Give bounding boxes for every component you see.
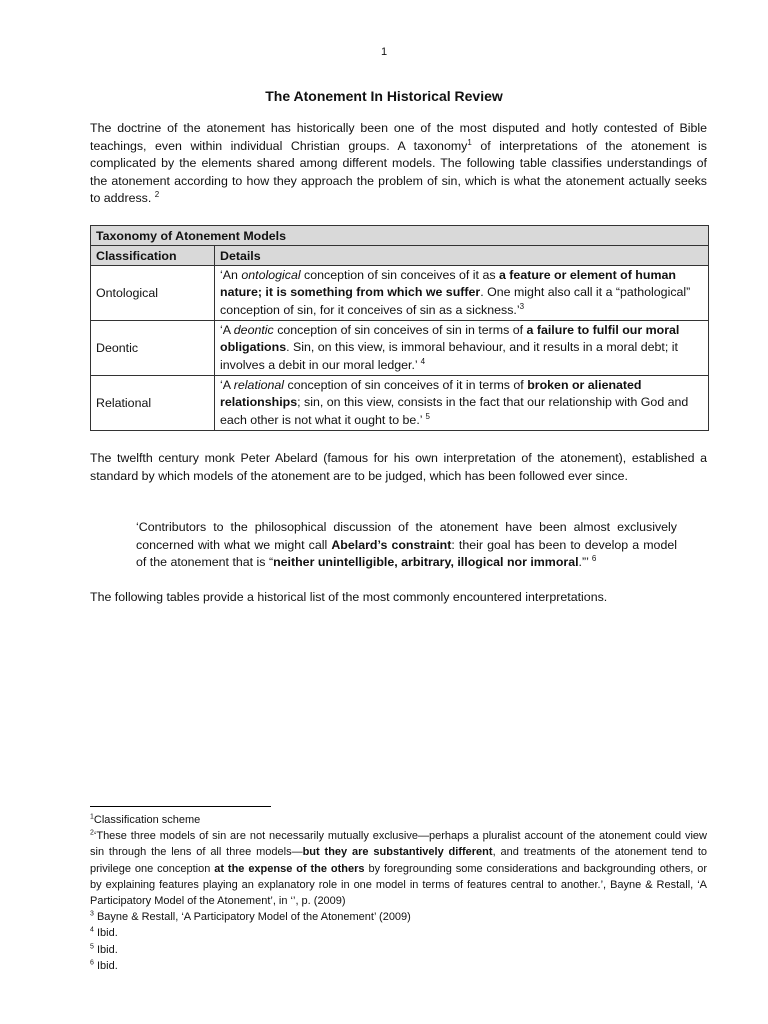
footnote-text: Ibid. bbox=[93, 959, 118, 972]
intro-paragraph bbox=[90, 120, 707, 208]
column-header-details: Details bbox=[215, 246, 709, 266]
intro-text-1: The doctrine of the atonement has historically been one of the most disputed and hotly contested of Bible teachings, even within individual Christian groups. A taxonomy bbox=[90, 121, 707, 153]
table-caption: Taxonomy of Atonement Models bbox=[91, 226, 709, 246]
details-text: conception of sin conceives of it as bbox=[300, 267, 499, 282]
footnote-ref-1[interactable]: 1 bbox=[467, 137, 472, 147]
classification-cell: Deontic bbox=[91, 321, 215, 376]
quote-bold: Abelard’s constraint bbox=[331, 537, 452, 552]
footnote-bold: at the expense of the others bbox=[214, 862, 365, 875]
details-text: conception of sin conceives of it in terms of bbox=[284, 377, 528, 392]
page-number: 1 bbox=[380, 46, 388, 58]
footnote-3 bbox=[90, 909, 707, 925]
details-text: ‘An bbox=[220, 267, 242, 282]
intro-text-2: of interpretations of the atonement is complicated by the elements shared among different models. The following table classifies understandings of the atonement according to how they approach the problem of sin, which is what the atonement actually seeks to address. bbox=[90, 138, 707, 206]
abelard-paragraph: The twelfth century monk Peter Abelard (famous for his own interpretation of the atonement), established a standard by which models of the atonement are to be judged, which has been followed ever since. bbox=[90, 451, 707, 483]
footnote-ref-5[interactable]: 5 bbox=[425, 411, 430, 421]
footnote-separator bbox=[90, 806, 271, 807]
details-cell bbox=[215, 266, 709, 321]
column-header-classification: Classification bbox=[91, 246, 215, 266]
footnote-text: Bayne & Restall, ‘A Participatory Model of the Atonement’ (2009) bbox=[93, 911, 411, 924]
footnote-number: 3 bbox=[90, 910, 94, 918]
quote-text: : their goal has been to develop a model of the atonement that is “ bbox=[136, 537, 677, 570]
details-cell bbox=[215, 321, 709, 376]
footnote-text: by foregrounding some considerations and backgrounding others, or by explaining features playing an explanatory role in one model in terms of features central to another.’, Bayne & Restall, ‘A Participatory Model of the Atonement’, in ‘’, p. (2009) bbox=[90, 862, 707, 908]
taxonomy-table bbox=[90, 225, 709, 431]
details-emphasis: deontic bbox=[233, 322, 274, 337]
footnote-ref-3[interactable]: 3 bbox=[519, 301, 525, 311]
details-bold: a failure to fulfil our moral obligations bbox=[220, 322, 680, 355]
classification-cell: Relational bbox=[91, 376, 215, 431]
footnote-6 bbox=[90, 958, 707, 974]
footnote-number: 2 bbox=[90, 829, 94, 837]
footnote-text: Ibid. bbox=[93, 927, 118, 940]
footnotes bbox=[90, 812, 707, 974]
footnote-2 bbox=[90, 828, 707, 909]
details-text: ; sin, on this view, consists in the fact that our relationship with God and each other is not what it ought to be.’ bbox=[220, 395, 689, 427]
table-row bbox=[91, 321, 709, 376]
quote-bold: neither unintelligible, arbitrary, illogical nor immoral bbox=[273, 555, 579, 570]
details-text: conception of sin conceives of sin in terms of bbox=[273, 322, 527, 337]
footnote-4 bbox=[90, 925, 707, 941]
details-emphasis: ontological bbox=[241, 267, 301, 282]
document-title: The Atonement In Historical Review bbox=[265, 88, 503, 104]
footnote-text: Ibid. bbox=[93, 943, 118, 956]
details-bold: broken or alienated relationships bbox=[220, 377, 642, 410]
table-row bbox=[91, 376, 709, 431]
details-text: ‘A bbox=[220, 377, 234, 392]
footnote-1 bbox=[90, 812, 707, 828]
quote-text: .”’ bbox=[578, 555, 589, 570]
classification-cell: Ontological bbox=[91, 266, 215, 321]
quote-text: ‘Contributors to the philosophical discussion of the atonement have been almost exclusively concerned with what we might call bbox=[136, 520, 677, 552]
footnote-number: 4 bbox=[90, 926, 94, 934]
footnote-text: Classification scheme bbox=[93, 814, 201, 826]
footnote-ref-2[interactable]: 2 bbox=[154, 190, 160, 200]
footnote-5 bbox=[90, 942, 707, 958]
table-row bbox=[91, 266, 709, 321]
footnote-number: 6 bbox=[90, 959, 94, 967]
footnote-number: 5 bbox=[90, 942, 94, 950]
footnote-ref-4[interactable]: 4 bbox=[420, 356, 426, 366]
footnote-ref-6[interactable]: 6 bbox=[591, 554, 597, 564]
table-caption-row bbox=[91, 226, 709, 246]
block-quote bbox=[136, 519, 677, 572]
footnote-text: , and treatments of the atonement tend to privilege one conception bbox=[90, 846, 707, 875]
details-emphasis: relational bbox=[233, 377, 285, 392]
footnote-text: ‘These three models of sin are not necessarily mutually exclusive—perhaps a pluralist account of the atonement could view sin through the lens of all three models— bbox=[90, 830, 707, 859]
table-header-row bbox=[91, 246, 709, 266]
footnote-number: 1 bbox=[90, 813, 94, 821]
details-cell bbox=[215, 376, 709, 431]
footnote-bold: but they are substantively different bbox=[302, 846, 493, 859]
details-bold: a feature or element of human nature; it is something from which we suffer bbox=[220, 267, 676, 300]
details-text: ‘A bbox=[220, 322, 234, 337]
closing-paragraph: The following tables provide a historical list of the most commonly encountered interpretations. bbox=[90, 590, 608, 604]
details-text: . One might also call it a “pathological” conception of sin, for it conceives of sin as a sickness.’ bbox=[220, 285, 691, 317]
details-text: . Sin, on this view, is immoral behaviour, and it results in a moral debt; it involves a debit in our moral ledger.’ bbox=[220, 340, 678, 372]
